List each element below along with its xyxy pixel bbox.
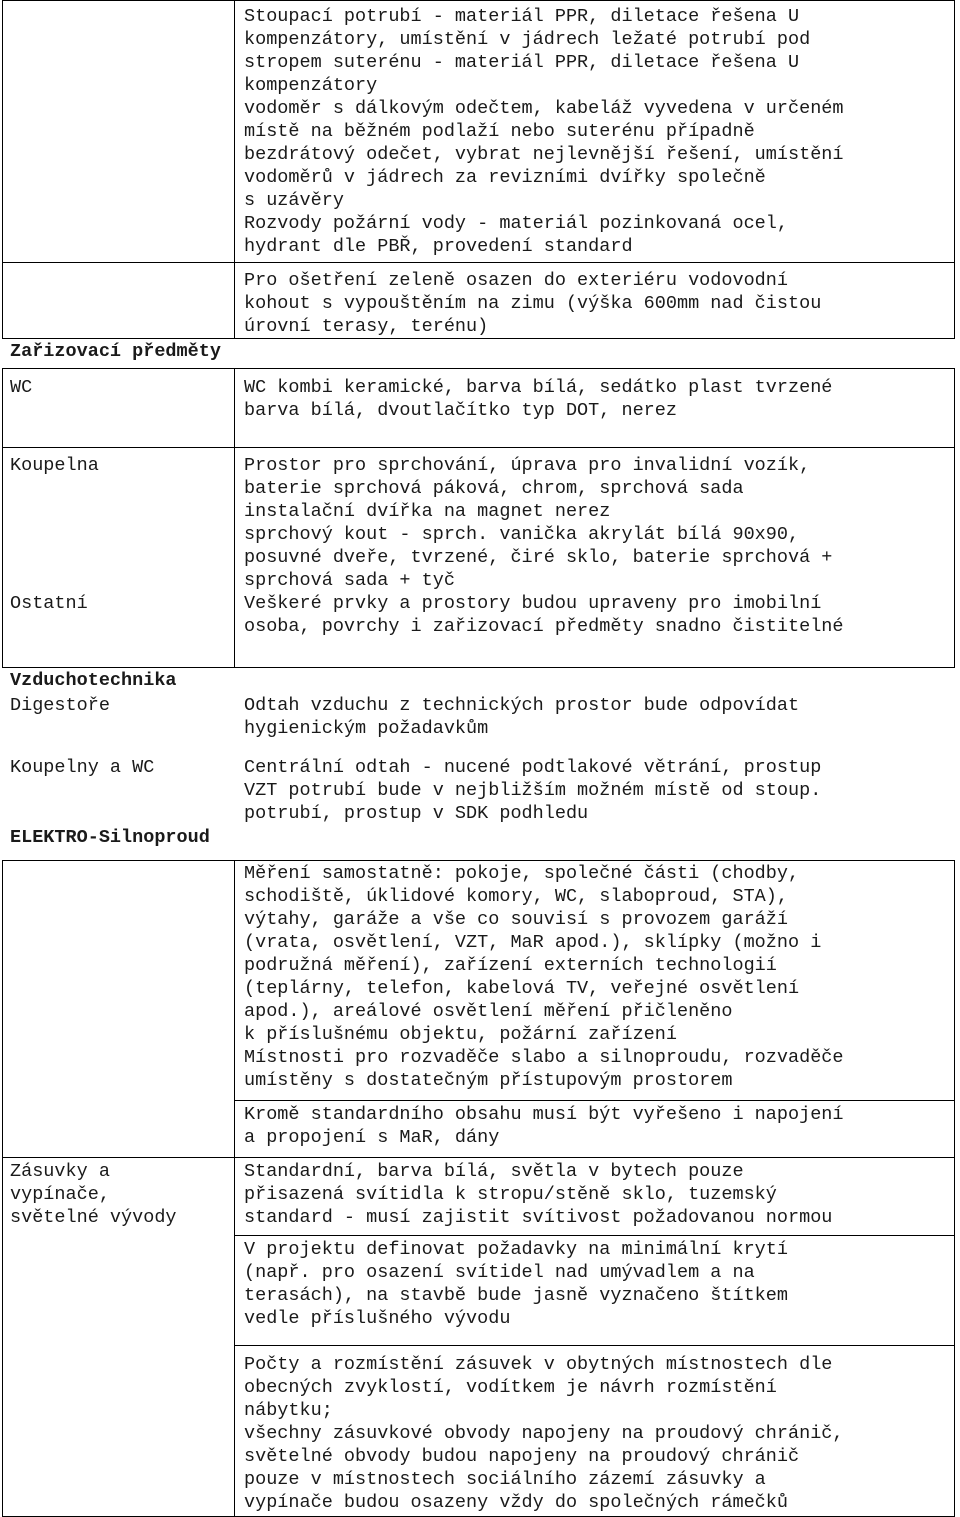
vzduchotechnika-heading: Vzduchotechnika xyxy=(10,670,177,691)
row-divider xyxy=(2,368,955,369)
table-border-right-top xyxy=(954,0,955,338)
wc-text: WC kombi keramické, barva bílá, sedátko plast tvrzené barva bílá, dvoutlačítko typ DOT, nerez xyxy=(244,377,833,421)
table-border-left-mid xyxy=(2,368,3,668)
table-border-left-top xyxy=(2,0,3,338)
koupelny-wc-text: Centrální odtah - nucené podtlakové větrání, prostup VZT potrubí bude v nejbližším možném místě od stoup. potrubí, prostup v SDK podhledu xyxy=(244,757,822,824)
row-divider xyxy=(2,667,955,668)
table-border-right-bot xyxy=(954,860,955,1517)
projekt-text: V projektu definovat požadavky na minimální krytí (např. pro osazení svítidel nad umývadlem a na terasách), na stavbě bude jasně vyznačeno štítkem vedle příslušného vývodu xyxy=(244,1239,788,1329)
table-border-right-mid xyxy=(954,368,955,668)
row-divider xyxy=(2,0,955,1)
pocty-text: Počty a rozmístění zásuvek v obytných místnostech dle obecných zvyklostí, vodítkem je návrh rozmístění nábytku; všechny zásuvkové obvody napojeny na proudový chránič, světelné obvody budou napojeny na proudový chránič pouze v místnostech sociálního zázemí zásuvky a vypínače budou osazeny vždy do společných rámečků xyxy=(244,1354,844,1513)
table-border-left-bot xyxy=(2,860,3,1517)
digestore-text: Odtah vzduchu z technických prostor bude odpovídat hygienickým požadavkům xyxy=(244,695,800,739)
koupelna-label: Koupelna xyxy=(10,455,99,476)
row-divider xyxy=(234,1100,955,1101)
mereni-text: Měření samostatně: pokoje, společné části (chodby, schodiště, úklidové komory, WC, slaboproud, STA), výtahy, garáže a vše co souvisí s provozem garáží (vrata, osvětlení, VZT, MaR apod.), sklípky (možno i podružná měření), zařízení externích technologií (teplárny, telefon, kabelová TV, veřejné osvětlení apod.), areálové osvětlení měření přičleněno k příslušnému objektu, požární zařízení xyxy=(244,863,822,1045)
zarizovaci-predmety-heading: Zařizovací předměty xyxy=(10,341,221,362)
ostatni-label: Ostatní xyxy=(10,593,88,614)
row-divider xyxy=(2,1157,955,1158)
elektro-silnoproud-heading: ELEKTRO-Silnoproud xyxy=(10,827,210,848)
row-divider xyxy=(2,262,955,263)
row-divider xyxy=(2,338,955,339)
column-divider-mid xyxy=(234,368,235,668)
standardni-text: Standardní, barva bílá, světla v bytech pouze přisazená svítidla k stropu/stěně sklo, tuzemský standard - musí zajistit svítivost požadovanou normou xyxy=(244,1161,833,1228)
zelen-text: Pro ošetření zeleně osazen do exteriéru vodovodní kohout s vypouštěním na zimu (výška 600mm nad čistou úrovní terasy, terénu) xyxy=(244,270,822,337)
rozvadece-text: Místnosti pro rozvaděče slabo a silnoproudu, rozvaděče umístěny s dostatečným přístupovým prostorem xyxy=(244,1047,844,1091)
column-divider-bot xyxy=(234,860,235,1517)
row-divider xyxy=(234,1345,955,1346)
row-divider xyxy=(234,1235,955,1236)
koupelna-text: Prostor pro sprchování, úprava pro invalidní vozík, baterie sprchová páková, chrom, sprchová sada instalační dvířka na magnet nerez sprchový kout - sprch. vanička akrylát bílá 90x90, posuvné dveře, tvrzené, čiré sklo, baterie sprchová + sprchová sada + tyč xyxy=(244,455,833,591)
mar-text: Kromě standardního obsahu musí být vyřešeno i napojení a propojení s MaR, dány xyxy=(244,1104,844,1148)
ostatni-text: Veškeré prvky a prostory budou upraveny pro imobilní osoba, povrchy i zařizovací předměty snadno čistitelné xyxy=(244,593,844,637)
koupelny-wc-label: Koupelny a WC xyxy=(10,757,155,778)
row-divider xyxy=(2,447,955,448)
digestore-label: Digestoře xyxy=(10,695,110,716)
row-divider xyxy=(2,860,955,861)
zasuvky-label: Zásuvky a vypínače, světelné vývody xyxy=(10,1161,177,1228)
stoupaci-potrubi-text: Stoupací potrubí - materiál PPR, diletace řešena U kompenzátory, umístění v jádrech ležaté potrubí pod stropem suterénu - materiál PPR, diletace řešena U kompenzátory vodoměr s dálkovým odečtem, kabeláž vyvedena v určeném místě na běžném podlaží nebo suterénu případně bezdrátový odečet, vybrat nejlevnější řešení, umístění vodoměrů v jádrech za revizními dvířky společně s uzávěry Rozvody požární vody - materiál pozinkovaná ocel, hydrant dle PBŘ, provedení standard xyxy=(244,6,844,257)
column-divider-top xyxy=(234,0,235,338)
wc-label: WC xyxy=(10,377,33,398)
